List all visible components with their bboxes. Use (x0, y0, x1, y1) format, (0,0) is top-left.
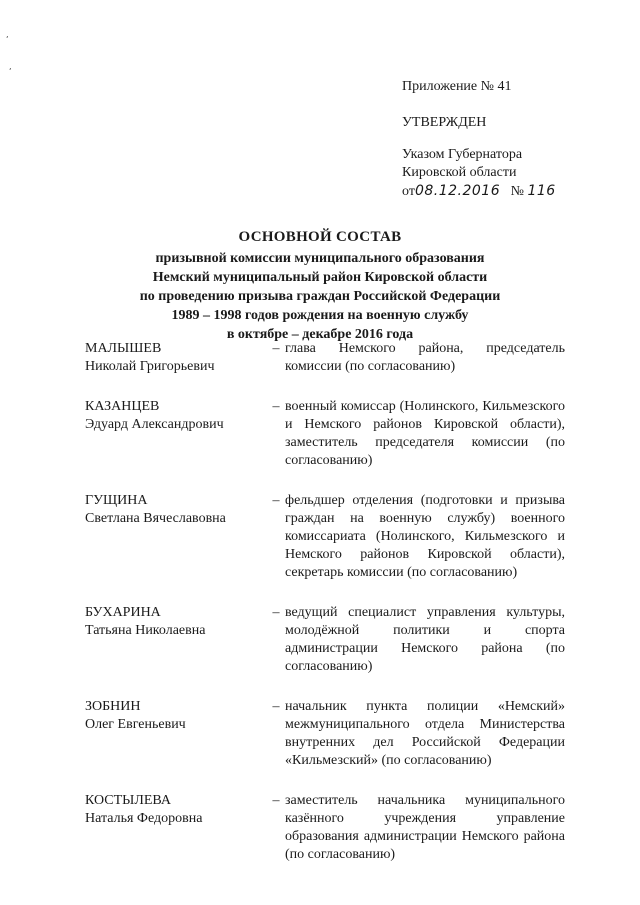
member-position: глава Немского района, председатель комиссии (по согласованию) (285, 341, 565, 374)
title-line: 1989 – 1998 годов рождения на военную службу (171, 308, 469, 323)
member-given-name: Олег Евгеньевич (85, 717, 186, 732)
member-entry (85, 698, 565, 770)
title-line: в октябре – декабре 2016 года (226, 327, 414, 342)
dash-separator: – (272, 605, 280, 620)
member-entry (85, 604, 565, 676)
member-entry (85, 492, 565, 582)
member-name (85, 604, 267, 676)
member-entry (85, 792, 565, 864)
member-position: ведущий специалист управления культуры, молодёжной политики и спорта администрации Немского района (по согласованию) (285, 605, 565, 674)
member-given-name: Татьяна Николаевна (85, 623, 206, 638)
member-position: фельдшер отделения (подготовки и призыва граждан на военную службу) военного комиссариата (Нолинского, Кильмезского и Немского районов Кировской области), секретарь комиссии (по согласованию) (285, 493, 565, 580)
dash-separator: – (272, 341, 280, 356)
member-position: военный комиссар (Нолинского, Кильмезского и Немского районов Кировской области), заместитель председателя комиссии (по согласованию) (285, 399, 565, 468)
title-line: по проведению призыва граждан Российской Федерации (139, 289, 501, 304)
member-given-name: Николай Григорьевич (85, 359, 215, 374)
member-surname: ЗОБНИН (85, 699, 141, 714)
member-entry (85, 340, 565, 376)
approval-header (402, 78, 556, 201)
member-position: начальник пункта полиции «Немский» межмуниципального отдела Министерства внутренних дел Российской Федерации «Кильмезский» (по согласованию) (285, 699, 565, 768)
member-surname: КОСТЫЛЕВА (85, 793, 171, 808)
dash-separator: – (272, 793, 280, 808)
title-line: Немский муниципальный район Кировской области (152, 270, 488, 285)
dash-separator: – (272, 399, 280, 414)
appendix-number: Приложение № 41 (402, 79, 512, 94)
title-line: призывной комиссии муниципального образования (155, 251, 485, 266)
member-surname: МАЛЫШЕВ (85, 341, 162, 356)
scan-mark: , (6, 30, 9, 39)
dash-separator: – (272, 493, 280, 508)
dash-separator: – (272, 699, 280, 714)
number-prefix: № (510, 184, 524, 199)
member-name (85, 698, 267, 770)
members-list (85, 340, 565, 886)
member-name (85, 398, 267, 470)
member-surname: КАЗАНЦЕВ (85, 399, 160, 414)
member-given-name: Светлана Вячеславовна (85, 511, 226, 526)
member-given-name: Наталья Федоровна (85, 811, 203, 826)
member-surname: ГУЩИНА (85, 493, 148, 508)
handwritten-date: 08.12.2016 (414, 183, 501, 199)
member-name (85, 492, 267, 582)
decree-date-line (402, 182, 556, 201)
document-title (0, 228, 640, 344)
from-prefix: от (402, 184, 415, 199)
approved-label: УТВЕРЖДЕН (402, 115, 487, 130)
member-name (85, 792, 267, 864)
decree-line-2: Кировской области (402, 165, 517, 180)
member-surname: БУХАРИНА (85, 605, 161, 620)
member-name (85, 340, 267, 376)
scan-mark: , (9, 62, 12, 71)
member-entry (85, 398, 565, 470)
decree-line-1: Указом Губернатора (402, 147, 523, 162)
handwritten-number: 116 (527, 183, 556, 199)
title-main: ОСНОВНОЙ СОСТАВ (238, 229, 402, 245)
member-position: заместитель начальника муниципального казённого учреждения управление образования администрации Немского района (по согласованию) (285, 793, 565, 862)
member-given-name: Эдуард Александрович (85, 417, 224, 432)
